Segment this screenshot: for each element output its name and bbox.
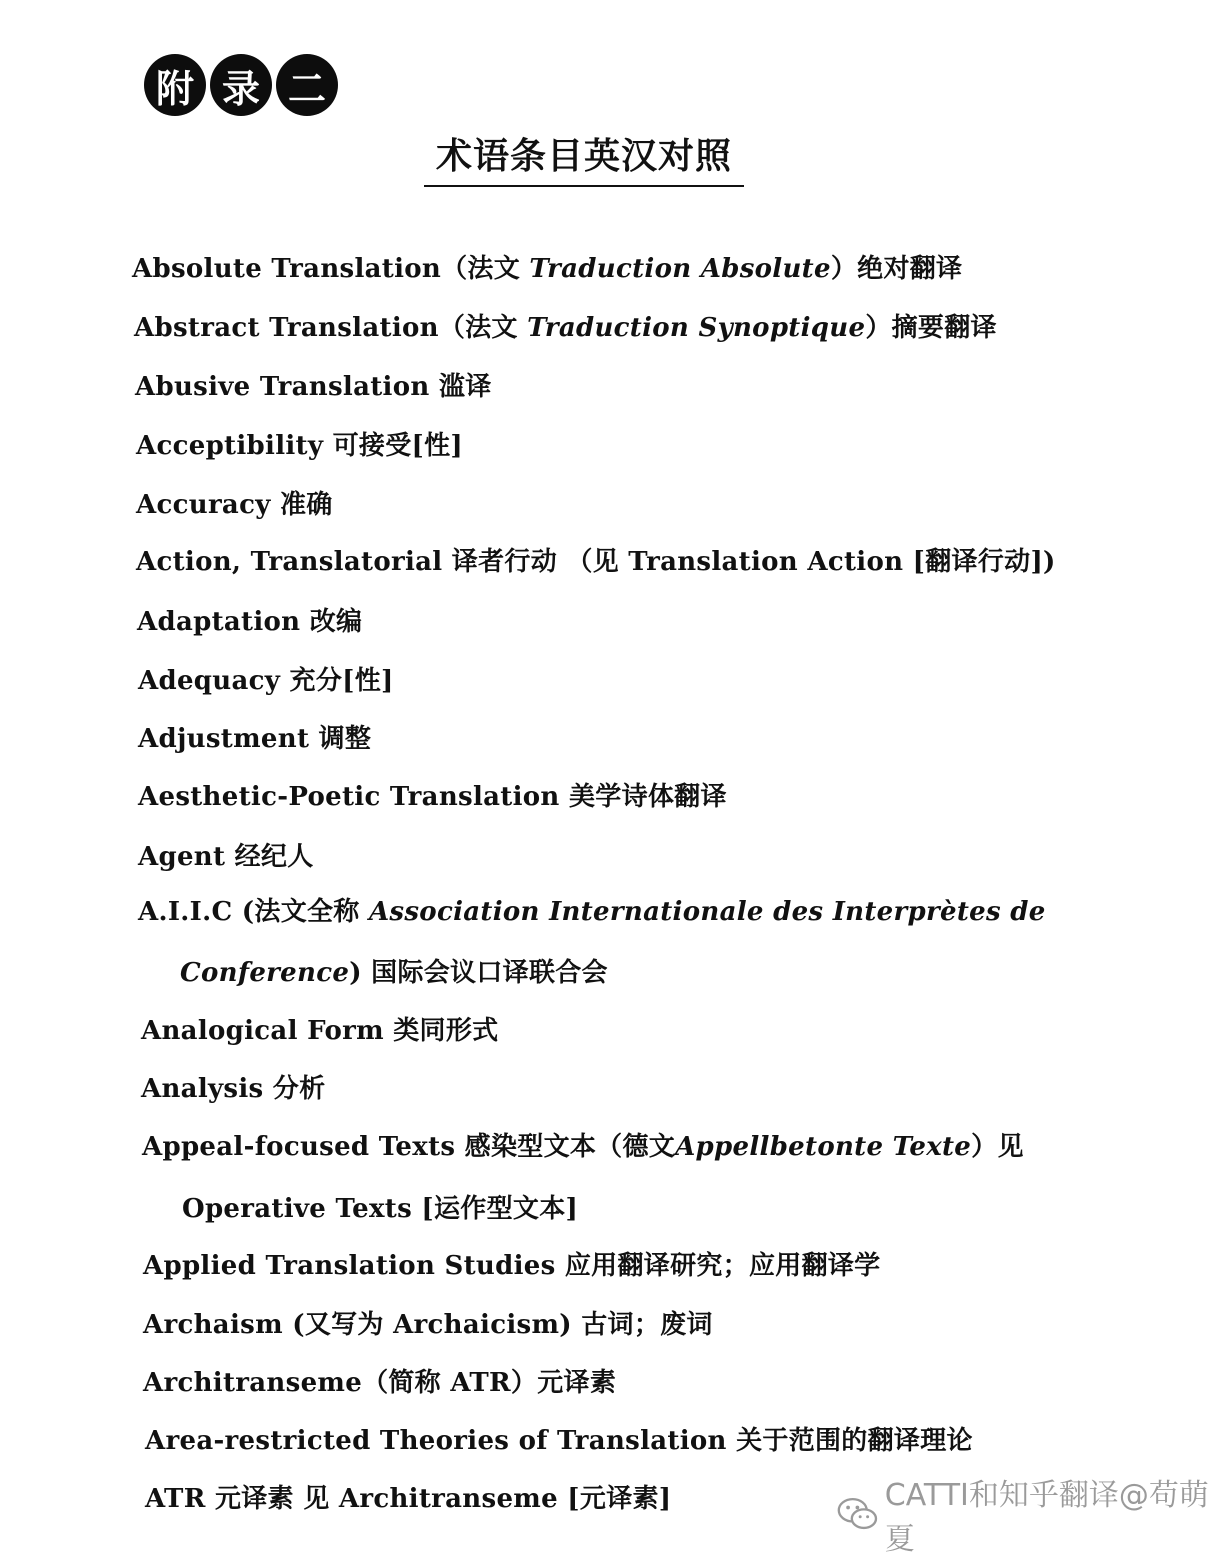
glossary-entry [138,895,1046,929]
entry-italic-text: Association Internationale des Interprètes de [368,897,1046,927]
appendix-badge: 附 [144,54,206,116]
entry-text: Abstract Translation（法文 [134,313,528,343]
entry-text: ）摘要翻译 [865,313,997,343]
glossary-entry [182,1192,578,1226]
entry-italic-text: Traduction Synoptique [527,313,866,343]
entry-text: Accuracy 准确 [136,490,333,520]
glossary-entry [143,1249,881,1283]
entry-italic-text: Appellbetonte Texte [675,1132,972,1162]
entry-text: Area-restricted Theories of Translation 关于范围的翻译理论 [145,1426,973,1456]
glossary-entry [143,1366,616,1400]
entry-text: Adaptation 改编 [137,607,363,637]
entry-text: Acceptibility 可接受[性] [136,431,464,461]
entry-italic-text: Traduction Absolute [529,254,831,284]
entry-text: Action, Translatorial 译者行动 （见 Translation Action [翻译行动]) [136,547,1056,577]
glossary-entry [132,252,962,286]
glossary-entry [141,1072,325,1106]
entry-text: Archaism (又写为 Archaicism) 古词；废词 [143,1310,713,1340]
entry-text: Aesthetic-Poetic Translation 美学诗体翻译 [138,782,727,812]
entry-text: ）见 [971,1132,1024,1162]
entry-text: ) 国际会议口译联合会 [349,958,608,988]
entry-text: Agent 经纪人 [138,842,314,872]
watermark-text: CATTI和知乎翻译@苟萌夏 [884,1478,1209,1557]
entry-text: Analogical Form 类同形式 [141,1016,499,1046]
entry-text: Analysis 分析 [141,1074,326,1104]
glossary-entry [136,488,333,522]
entry-text: A.I.I.C (法文全称 [138,897,369,927]
glossary-entry [134,311,997,345]
entry-text: Absolute Translation（法文 [132,254,530,284]
entry-text: Architranseme（简称 ATR）元译素 [143,1368,617,1398]
glossary-entry [145,1424,973,1458]
glossary-entry [138,780,727,814]
glossary-entry [138,664,394,698]
glossary-entry [180,956,608,990]
glossary-entry [136,429,463,463]
watermark [836,1470,1214,1558]
glossary-entry [141,1014,498,1048]
entry-text: Adequacy 充分[性] [138,666,394,696]
glossary-entry [145,1482,671,1516]
entry-text: Applied Translation Studies 应用翻译研究；应用翻译学 [143,1251,881,1281]
appendix-badge: 二 [276,54,338,116]
entry-text: ATR 元译素 见 Architranseme [元译素] [145,1484,672,1514]
glossary-entry [137,605,362,639]
entry-text: Operative Texts [运作型文本] [182,1194,579,1224]
page-title: 术语条目英汉对照 [424,128,744,187]
glossary-entry [135,370,492,404]
glossary-entry [143,1308,713,1342]
wechat-icon [836,1494,879,1534]
glossary-entry [142,1130,1024,1164]
entry-text: ）绝对翻译 [830,254,963,284]
entry-italic-text: Conference [180,958,350,988]
glossary-entry [136,545,1056,579]
entry-text: Adjustment 调整 [138,724,372,754]
appendix-badge: 录 [210,54,272,116]
entry-text: Appeal-focused Texts 感染型文本（德文 [142,1132,676,1162]
glossary-entry [138,722,371,756]
glossary-entry [138,840,314,874]
entry-text: Abusive Translation 滥译 [135,372,492,402]
